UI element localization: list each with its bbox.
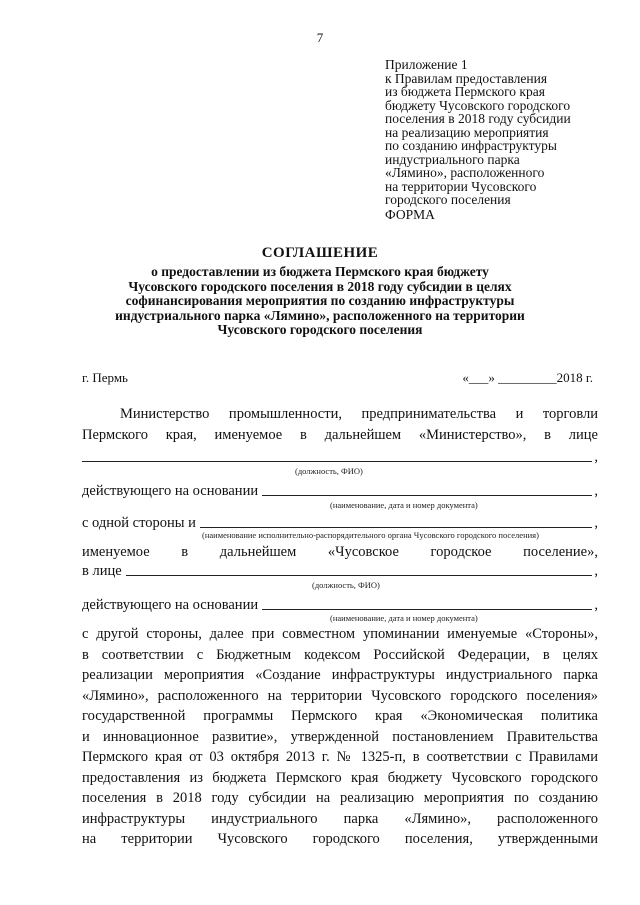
place: г. Пермь	[82, 370, 128, 385]
main-paragraph	[82, 624, 598, 850]
document-title: СОГЛАШЕНИЕ	[261, 245, 379, 261]
named-line: именуемое в дальнейшем «Чусовское городское поселение»,	[82, 544, 598, 560]
field-label: с одной стороны и	[82, 515, 196, 531]
field-label: действующего на основании	[82, 597, 259, 613]
paragraph-line: в соответствии с Бюджетным кодексом Российской Федерации, в целях	[82, 646, 598, 663]
punctuation: ,	[594, 597, 598, 613]
blank-line[interactable]	[200, 527, 592, 528]
intro-paragraph	[82, 404, 598, 445]
appendix-line: «Лямино», расположенного	[385, 165, 545, 180]
basis2-field[interactable]	[82, 592, 598, 614]
subtitle-line: о предоставлении из бюджета Пермского края бюджету	[151, 264, 489, 279]
ministry-representative-field[interactable]	[82, 444, 598, 466]
subtitle-line: Чусовского городского поселения в 2018 году субсидии в целях	[128, 278, 512, 294]
document-subtitle	[60, 265, 580, 338]
field-label: действующего на основании	[82, 483, 259, 499]
subtitle-line: софинансирования мероприятия по созданию инфраструктуры	[125, 293, 515, 308]
punctuation: ,	[594, 449, 598, 465]
field-hint: (должность, ФИО)	[295, 466, 363, 476]
intro-line: Министерство промышленности, предпринимательства и торговли	[120, 406, 598, 422]
field-hint: (наименование исполнительно-распорядительного органа Чусовского городского поселения)	[202, 530, 539, 540]
appendix-line: индустриального парка	[385, 151, 520, 167]
paragraph-line: реализации мероприятия «Создание инфраструктуры индустриального парка	[82, 667, 598, 683]
appendix-line: по созданию инфраструктуры	[385, 138, 557, 153]
appendix-line: к Правилам предоставления	[385, 70, 548, 86]
blank-line[interactable]	[262, 495, 592, 496]
field-label: в лице	[82, 563, 122, 579]
field-hint: (должность, ФИО)	[312, 580, 380, 590]
subtitle-line: Чусовского городского поселения	[217, 322, 423, 337]
appendix-line: Приложение 1	[385, 57, 468, 72]
page-number: 7	[316, 30, 324, 45]
punctuation: ,	[594, 515, 598, 531]
paragraph-line: на территории Чусовского городского поселения, утвержденными	[82, 831, 598, 847]
paragraph-line: государственной программы Пермского края «Экономическая политика	[82, 708, 598, 724]
blank-line[interactable]	[126, 575, 593, 576]
appendix-line: из бюджета Пермского края	[385, 84, 545, 99]
paragraph-line: и инновационное развитие», утвержденной постановлением Правительства	[82, 728, 598, 745]
form-label: ФОРМА	[385, 207, 435, 222]
appendix-line: городского поселения	[385, 192, 511, 207]
paragraph-line: «Лямино», расположенного на территории Чусовского городского поселения»	[82, 687, 598, 704]
paragraph-line: предоставления из бюджета Пермского края бюджету Чусовского городского	[82, 769, 598, 786]
other-side-field[interactable]	[82, 510, 598, 532]
blank-line[interactable]	[82, 461, 592, 462]
blank-line[interactable]	[262, 609, 592, 610]
appendix-line: бюджету Чусовского городского	[385, 97, 571, 113]
punctuation: ,	[594, 483, 598, 499]
field-hint: (наименование, дата и номер документа)	[330, 613, 478, 623]
appendix-line: на реализацию мероприятия	[385, 124, 549, 140]
paragraph-line: инфраструктуры индустриального парка «Лямино», расположенного	[82, 810, 598, 827]
paragraph-line: с другой стороны, далее при совместном упоминании именуемые «Стороны»,	[82, 626, 598, 642]
subtitle-line: индустриального парка «Лямино», расположенного на территории	[115, 307, 525, 323]
basis-field[interactable]	[82, 478, 598, 500]
person-field[interactable]	[82, 558, 598, 580]
date-field[interactable]: «___» _________2018 г.	[462, 370, 593, 385]
intro-line: Пермского края, именуемое в дальнейшем «Министерство», в лице	[82, 426, 598, 443]
paragraph-line: поселения в 2018 году субсидии на реализацию мероприятия по созданию	[82, 790, 598, 806]
appendix-line: поселения в 2018 году субсидии	[385, 111, 571, 126]
appendix-line: на территории Чусовского	[385, 178, 537, 194]
punctuation: ,	[594, 563, 598, 579]
appendix-block	[385, 58, 625, 207]
field-hint: (наименование, дата и номер документа)	[330, 500, 478, 510]
paragraph-line: Пермского края от 03 октября 2013 г. № 1325-п, в соответствии с Правилами	[82, 749, 598, 765]
